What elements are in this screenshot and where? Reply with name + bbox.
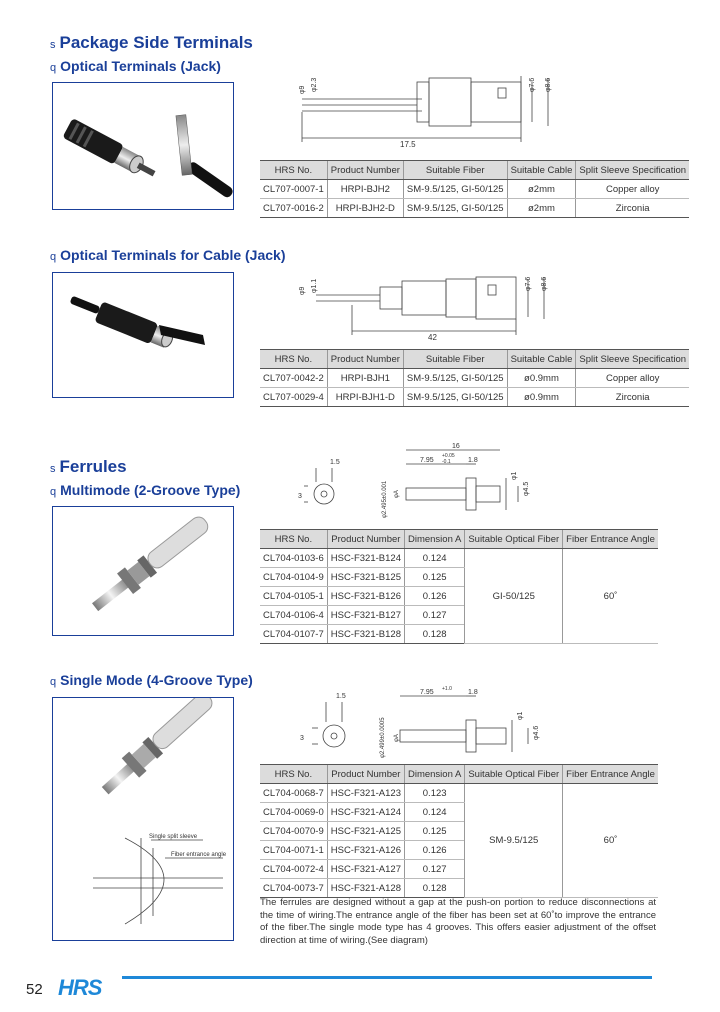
jack-dimension-drawing <box>292 72 560 148</box>
col-hrs-no: HRS No. <box>260 765 327 784</box>
suitable-fiber-value: GI-50/125 <box>465 549 563 644</box>
table-row: CL704-0107-7 HSC-F321-B128 0.128 <box>260 625 658 644</box>
col-entrance-angle: Fiber Entrance Angle <box>563 765 658 784</box>
table-row: CL704-0104-9 HSC-F321-B125 0.125 <box>260 568 658 587</box>
dim-d76: φ7.6 <box>529 77 536 92</box>
table-multimode-ferrules <box>260 529 658 644</box>
dim-d9: φ9 <box>299 286 306 295</box>
dim-d86: φ8.6 <box>541 276 548 291</box>
table-row: CL704-0068-7 HSC-F321-A123 0.123 SM-9.5/125 60˚ <box>260 784 658 803</box>
col-product-number: Product Number <box>327 530 404 549</box>
callout-entrance-angle: Fiber entrance angle <box>171 852 227 858</box>
col-entrance-angle: Fiber Entrance Angle <box>563 530 658 549</box>
col-suitable-fiber: Suitable Optical Fiber <box>465 530 563 549</box>
col-hrs-no: HRS No. <box>260 530 327 549</box>
dim-d23: φ2.3 <box>311 77 318 92</box>
col-hrs-no: HRS No. <box>260 161 327 180</box>
suitable-fiber-value: SM-9.5/125 <box>465 784 563 898</box>
table-row: CL704-0105-1 HSC-F321-B126 0.126 <box>260 587 658 606</box>
col-product-number: Product Number <box>327 765 404 784</box>
photo-multimode-ferrule <box>52 506 234 636</box>
dim-w15: 1.5 <box>336 693 346 700</box>
subsection-title-optical-jack: q Optical Terminals (Jack) <box>50 58 221 74</box>
dim-len18: 1.8 <box>468 457 478 464</box>
dim-d46: φ4.6 <box>533 725 540 740</box>
table-row: CL707-0029-4 HRPI-BJH1-D SM-9.5/125, GI-50/125 ø0.9mm Zirconia <box>260 388 689 407</box>
col-dimension-a: Dimension A <box>404 765 464 784</box>
dim-da: φ2.495±0.001 <box>382 480 388 518</box>
dim-tol2: +0.05 <box>442 453 455 459</box>
dim-d9: φ9 <box>299 85 306 94</box>
photo-single-mode-ferrule <box>52 697 234 941</box>
cable-jack-illustration <box>53 273 233 397</box>
dim-length: 42 <box>428 333 437 341</box>
subsection-title-multimode: q Multimode (2-Groove Type) <box>50 482 241 498</box>
table-row: CL704-0072-4 HSC-F321-A127 0.127 <box>260 860 658 879</box>
dim-da2: φA <box>394 490 400 498</box>
ferrule-note: The ferrules are designed without a gap at the push-on portion to reduce disconnections at the time of wiring.The entrance angle of the fiber has been set at 60˚to improve the entrance of the fiber.The single mode type has 4 grooves. This offers easier adjustment of the offset direction at time of wiring.(See diagram) <box>260 897 656 946</box>
dim-len16: 16 <box>452 443 460 450</box>
col-suitable-fiber: Suitable Optical Fiber <box>465 765 563 784</box>
dim-h3: 3 <box>298 493 302 500</box>
table-row: CL704-0073-7 HSC-F321-A128 0.128 <box>260 879 658 898</box>
dim-len795: 7.95 <box>420 689 434 696</box>
table-single-mode-ferrules <box>260 764 658 898</box>
col-suitable-cable: Suitable Cable <box>507 350 576 369</box>
single-mode-dimension-drawing <box>290 682 550 762</box>
section-title-ferrules: s Ferrules <box>50 457 127 476</box>
dim-w15: 1.5 <box>330 459 340 466</box>
col-dimension-a: Dimension A <box>404 530 464 549</box>
table-row: CL707-0016-2 HRPI-BJH2-D SM-9.5/125, GI-50/125 ø2mm Zirconia <box>260 199 689 218</box>
table-row: CL707-0007-1 HRPI-BJH2 SM-9.5/125, GI-50/125 ø2mm Copper alloy <box>260 180 689 199</box>
entrance-angle-value: 60˚ <box>563 549 658 644</box>
dim-d1: φ1 <box>517 711 524 720</box>
table-row: CL704-0070-9 HSC-F321-A125 0.125 <box>260 822 658 841</box>
dim-length: 17.5 <box>400 140 416 148</box>
cable-jack-dimension-drawing <box>292 265 560 341</box>
subsection-title-optical-cable-jack: q Optical Terminals for Cable (Jack) <box>50 247 286 263</box>
table-row: CL704-0106-4 HSC-F321-B127 0.127 <box>260 606 658 625</box>
col-product-number: Product Number <box>327 161 403 180</box>
col-sleeve-spec: Split Sleeve Specification <box>576 161 689 180</box>
photo-optical-cable-jack <box>52 272 234 398</box>
subsection-title-single-mode: q Single Mode (4-Groove Type) <box>50 672 253 688</box>
section-title-package-side-terminals: s Package Side Terminals <box>50 33 253 52</box>
table-optical-jack <box>260 160 689 218</box>
col-product-number: Product Number <box>327 350 403 369</box>
table-row: CL704-0071-1 HSC-F321-A126 0.126 <box>260 841 658 860</box>
dim-len18: 1.8 <box>468 689 478 696</box>
optical-jack-illustration <box>53 83 233 209</box>
dim-h3: 3 <box>300 735 304 742</box>
col-hrs-no: HRS No. <box>260 350 327 369</box>
dim-d45: φ4.5 <box>523 481 530 496</box>
multimode-dimension-drawing <box>290 438 550 522</box>
col-suitable-fiber: Suitable Fiber <box>403 350 507 369</box>
col-suitable-fiber: Suitable Fiber <box>403 161 507 180</box>
dim-len795: 7.95 <box>420 457 434 464</box>
entrance-angle-value: 60˚ <box>563 784 658 898</box>
table-row: CL707-0042-2 HRPI-BJH1 SM-9.5/125, GI-50/125 ø0.9mm Copper alloy <box>260 369 689 388</box>
col-sleeve-spec: Split Sleeve Specification <box>576 350 689 369</box>
dim-d1: φ1 <box>511 471 518 480</box>
dim-d86: φ8.6 <box>545 77 552 92</box>
page-number: 52 <box>26 981 43 998</box>
dim-d76: φ7.6 <box>525 276 532 291</box>
photo-optical-jack <box>52 82 234 210</box>
footer-rule <box>122 976 652 979</box>
col-suitable-cable: Suitable Cable <box>507 161 576 180</box>
dim-tol1: -0.1 <box>442 459 451 465</box>
dim-da: φ2.499±0.0005 <box>380 717 386 758</box>
dim-d11: φ1.1 <box>311 278 318 293</box>
single-mode-ferrule-illustration <box>53 698 233 940</box>
dim-tol: +1.0 <box>442 686 452 692</box>
table-row: CL704-0103-6 HSC-F321-B124 0.124 GI-50/125 60˚ <box>260 549 658 568</box>
dim-da2: φA <box>394 734 400 742</box>
multimode-ferrule-illustration <box>53 507 233 635</box>
hrs-logo: HRS <box>58 975 102 1000</box>
table-row: CL704-0069-0 HSC-F321-A124 0.124 <box>260 803 658 822</box>
callout-split-sleeve: Single split sleeve <box>149 834 198 840</box>
table-optical-cable-jack <box>260 349 689 407</box>
